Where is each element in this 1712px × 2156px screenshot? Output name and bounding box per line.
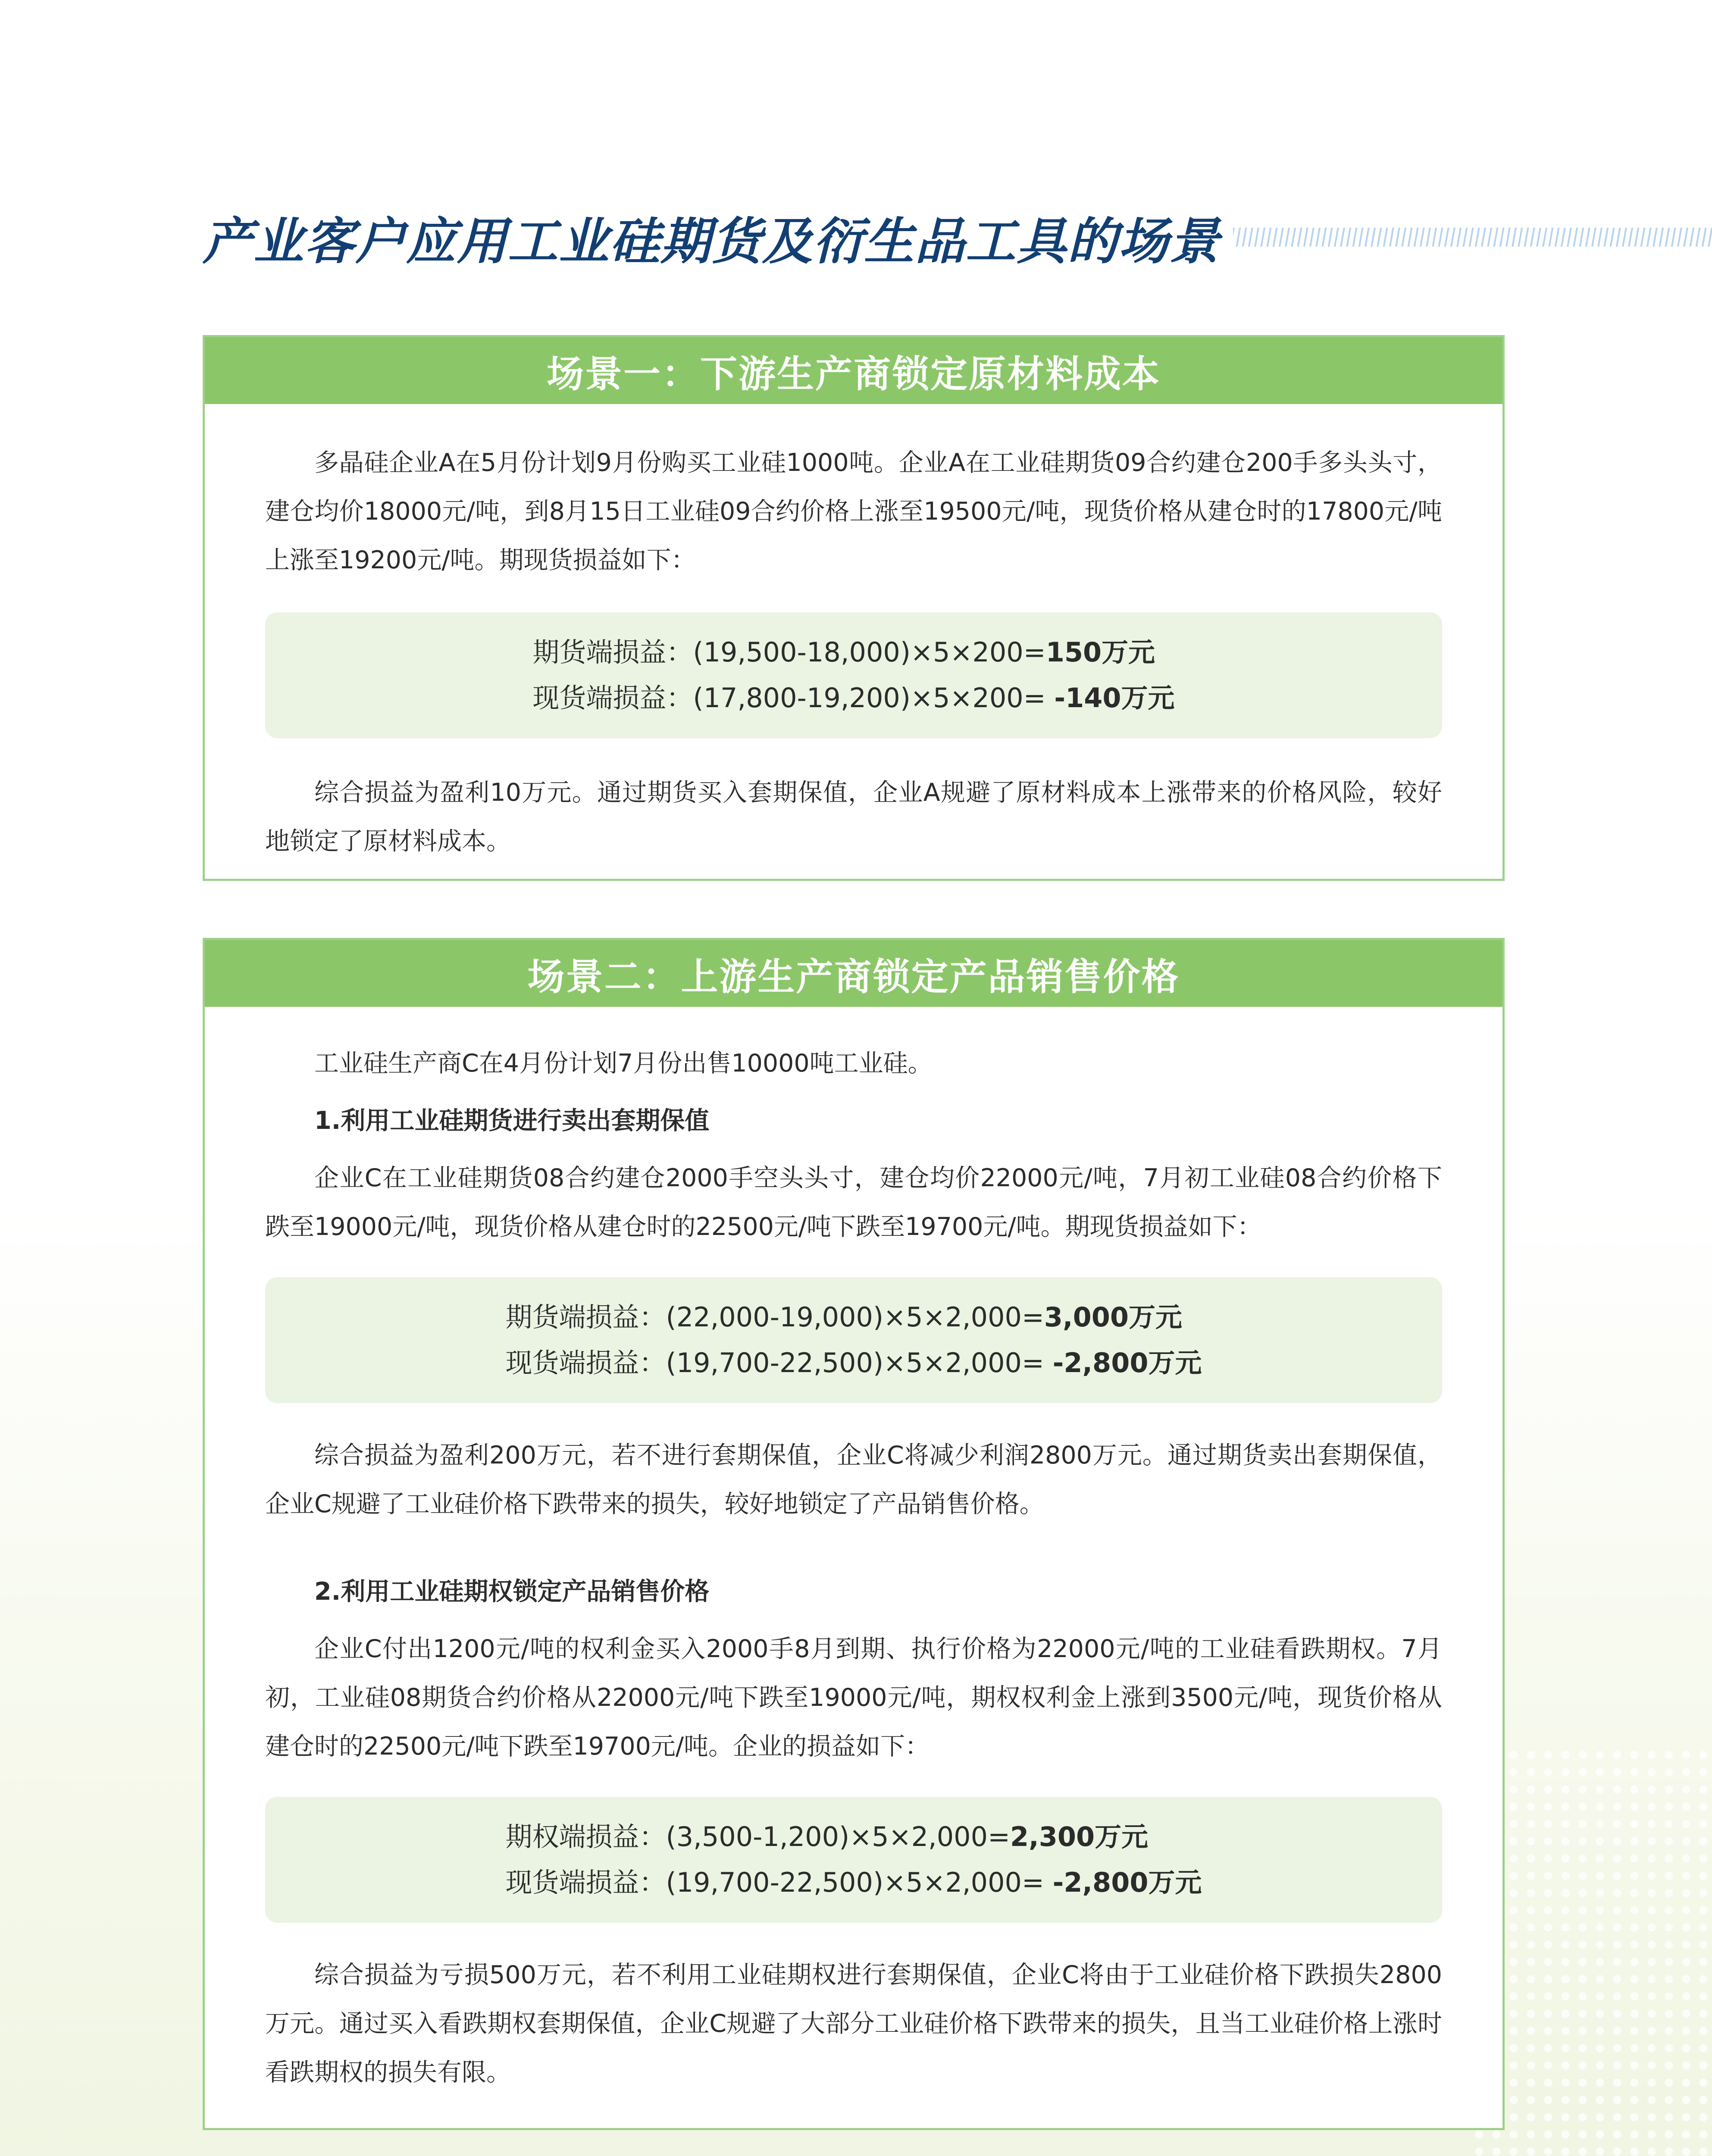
- scenario-1-formula-box: [265, 612, 1442, 738]
- scenario-2-part-2-heading: 2.利用工业硅期权锁定产品销售价格: [314, 1577, 710, 1606]
- formula-result: -140万元: [1054, 682, 1175, 714]
- scenario-1-conclusion: 综合损益为盈利10万元。通过期货买入套期保值，企业A规避了原材料成本上涨带来的价格风险，较好地锁定了原材料成本。: [265, 778, 1442, 856]
- formula-result: 150万元: [1045, 636, 1155, 668]
- scenario-2-card: [203, 938, 1505, 2130]
- scenario-1-header: 场景一：下游生产商锁定原材料成本: [205, 337, 1502, 404]
- formula-text: 现货端损益：(17,800-19,200)×5×200=: [532, 682, 1055, 714]
- title-decoration: [1233, 228, 1712, 247]
- scenario-2-part-1-formula-box: [265, 1277, 1442, 1403]
- formula-result: -2,800万元: [1052, 1867, 1202, 1898]
- formula-text: 现货端损益：(19,700-22,500)×5×2,000=: [505, 1867, 1053, 1898]
- scenario-2-intro: 工业硅生产商C在4月份计划7月份出售10000吨工业硅。: [314, 1049, 933, 1078]
- formula-line: [506, 1294, 1183, 1340]
- formula-text: 期货端损益：(22,000-19,000)×5×2,000=: [505, 1301, 1044, 1333]
- formula-result: 3,000万元: [1044, 1301, 1183, 1333]
- formula-text: 期权端损益：(3,500-1,200)×5×2,000=: [505, 1821, 1011, 1852]
- formula-line: [506, 1860, 1202, 1905]
- formula-text: 现货端损益：(19,700-22,500)×5×2,000=: [505, 1347, 1053, 1379]
- scenario-2-part-1-conclusion: 综合损益为盈利200万元，若不进行套期保值，企业C将减少利润2800万元。通过期货卖出套期保值，企业C规避了工业硅价格下跌带来的损失，较好地锁定了产品销售价格。: [265, 1441, 1442, 1518]
- scenario-2-part-2-formula-box: [265, 1797, 1442, 1923]
- scenario-2-part-2-conclusion: 综合损益为亏损500万元，若不利用工业硅期权进行套期保值，企业C将由于工业硅价格下跌损失2800万元。通过买入看跌期权套期保值，企业C规避了大部分工业硅价格下跌带来的损失，且当工业硅价格上涨时看跌期权的损失有限。: [265, 1961, 1442, 2087]
- formula-line: [506, 1814, 1149, 1860]
- scenario-2-body: [205, 1039, 1502, 2097]
- formula-line: [532, 630, 1155, 675]
- scenario-2-header: 场景二：上游生产商锁定产品销售价格: [205, 940, 1502, 1007]
- scenario-1-body: [205, 439, 1502, 866]
- formula-result: -2,800万元: [1052, 1347, 1202, 1379]
- formula-text: 期货端损益：(19,500-18,000)×5×200=: [532, 636, 1046, 668]
- scenario-2-part-1-heading: 1.利用工业硅期货进行卖出套期保值: [314, 1106, 710, 1135]
- scenario-1-card: [203, 335, 1505, 881]
- formula-result: 2,300万元: [1010, 1821, 1149, 1852]
- formula-line: [506, 1340, 1202, 1386]
- scenario-2-part-1-text: 企业C在工业硅期货08合约建仓2000手空头头寸，建仓均价22000元/吨，7月初工业硅08合约价格下跌至19000元/吨，现货价格从建仓时的22500元/吨下跌至19700元/吨。期现货损益如下：: [265, 1164, 1442, 1241]
- scenario-2-part-2-text: 企业C付出1200元/吨的权利金买入2000手8月到期、执行价格为22000元/吨的工业硅看跌期权。7月初，工业硅08期货合约价格从22000元/吨下跌至19000元/吨，期权权利金上涨到3500元/吨，现货价格从建仓时的22500元/吨下跌至19700元/吨。企业的损益如下：: [265, 1635, 1442, 1761]
- formula-line: [532, 675, 1174, 721]
- scenario-1-intro: 多晶硅企业A在5月份计划9月份购买工业硅1000吨。企业A在工业硅期货09合约建仓200手多头头寸，建仓均价18000元/吨，到8月15日工业硅09合约价格上涨至19500元/吨，现货价格从建仓时的17800元/吨上涨至19200元/吨。期现货损益如下：: [265, 448, 1442, 574]
- decorative-dot-pattern: [1471, 1746, 1712, 2156]
- page-title: 产业客户应用工业硅期货及衍生品工具的场景: [203, 212, 1220, 271]
- page-title-row: [203, 203, 1712, 272]
